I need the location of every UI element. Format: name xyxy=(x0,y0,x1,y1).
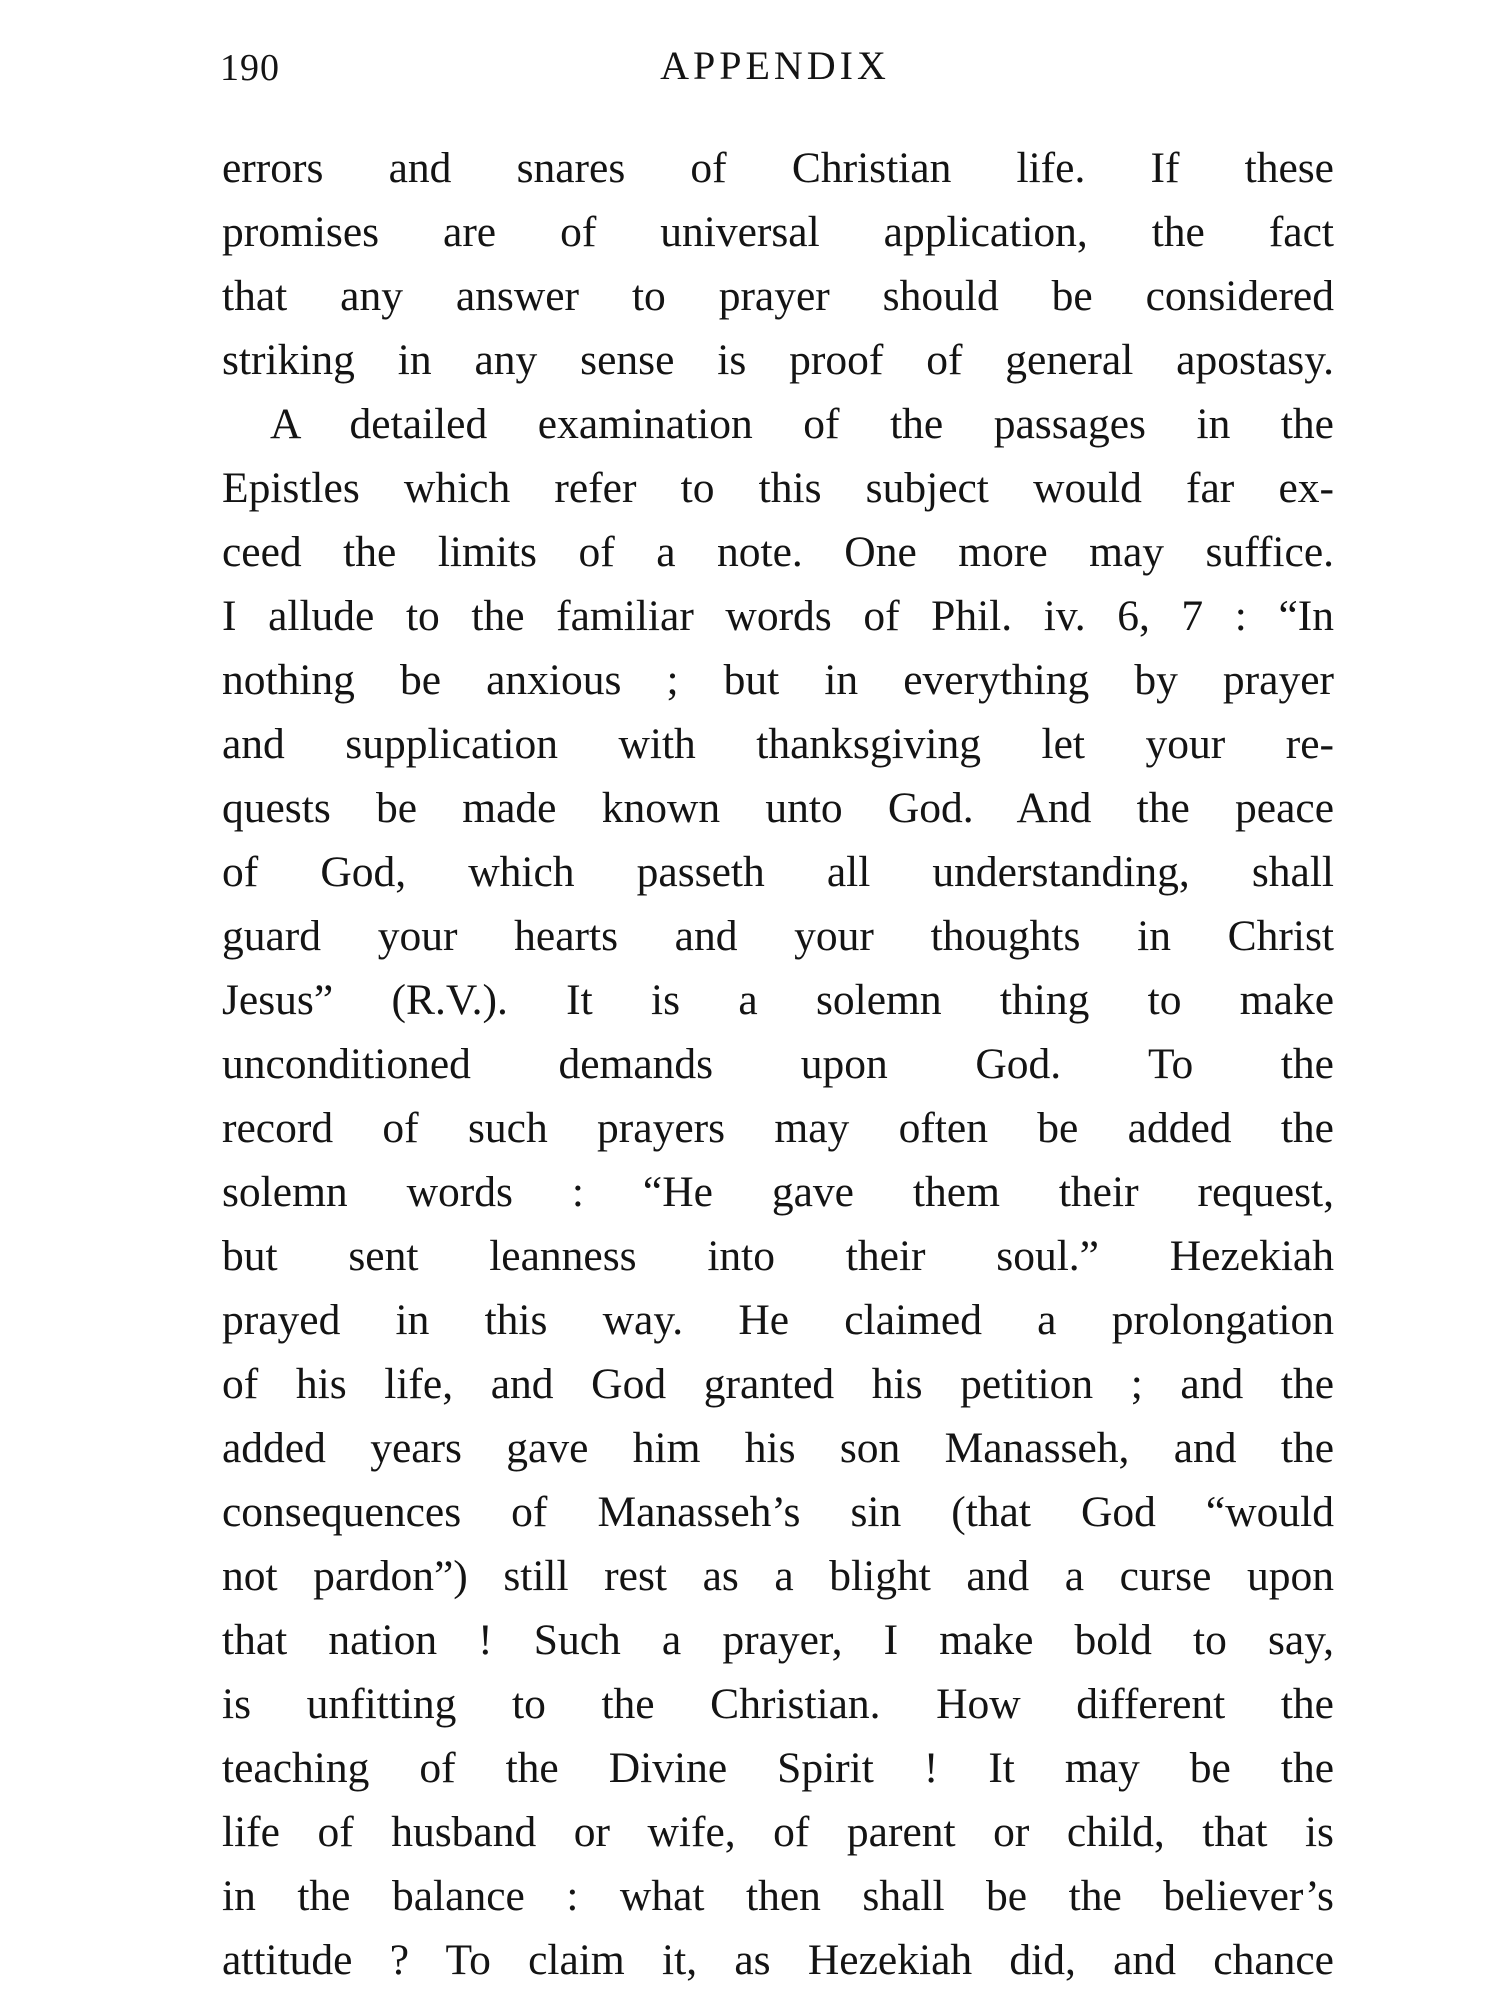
text-line: errors and snares of Christian life. If these xyxy=(222,144,1334,192)
text-line: A detailed examination of the passages in the xyxy=(270,400,1334,448)
text-line: Jesus” (R.V.). It is a solemn thing to make xyxy=(222,976,1334,1024)
text-line: quests be made known unto God. And the peace xyxy=(222,784,1334,832)
text-line: of God, which passeth all understanding, shall xyxy=(222,848,1334,896)
body-text xyxy=(222,136,1334,1992)
text-line: is unfitting to the Christian. How different the xyxy=(222,1680,1334,1728)
text-line: life of husband or wife, of parent or child, that is xyxy=(222,1808,1334,1856)
text-line: promises are of universal application, the fact xyxy=(222,208,1334,256)
text-line: but sent leanness into their soul.” Hezekiah xyxy=(222,1232,1334,1280)
text-line: teaching of the Divine Spirit ! It may be the xyxy=(222,1744,1334,1792)
text-line: that nation ! Such a prayer, I make bold to say, xyxy=(222,1616,1334,1664)
text-line: nothing be anxious ; but in everything by prayer xyxy=(222,656,1334,704)
text-line: and supplication with thanksgiving let your re- xyxy=(222,720,1334,768)
text-line: that any answer to prayer should be considered xyxy=(222,272,1334,320)
text-line: of his life, and God granted his petition ; and the xyxy=(222,1360,1334,1408)
text-line: unconditioned demands upon God. To the xyxy=(222,1040,1334,1088)
text-line: striking in any sense is proof of general apostasy. xyxy=(222,336,1334,384)
text-line: in the balance : what then shall be the believer’s xyxy=(222,1872,1334,1920)
running-head-title: APPENDIX xyxy=(660,43,890,88)
text-line: prayed in this way. He claimed a prolongation xyxy=(222,1296,1334,1344)
text-line: Epistles which refer to this subject would far ex- xyxy=(222,464,1334,512)
text-line: I allude to the familiar words of Phil. iv. 6, 7 : “In xyxy=(222,592,1334,640)
text-line: consequences of Manasseh’s sin (that God “would xyxy=(222,1488,1334,1536)
page-number: 190 xyxy=(220,47,280,89)
running-head xyxy=(220,38,1330,98)
text-line: solemn words : “He gave them their request, xyxy=(222,1168,1334,1216)
text-line: attitude ? To claim it, as Hezekiah did, and chance xyxy=(222,1936,1334,1984)
text-line: not pardon”) still rest as a blight and a curse upon xyxy=(222,1552,1334,1600)
text-line: added years gave him his son Manasseh, and the xyxy=(222,1424,1334,1472)
text-line: record of such prayers may often be added the xyxy=(222,1104,1334,1152)
text-line: guard your hearts and your thoughts in Christ xyxy=(222,912,1334,960)
text-line: ceed the limits of a note. One more may suffice. xyxy=(222,528,1334,576)
